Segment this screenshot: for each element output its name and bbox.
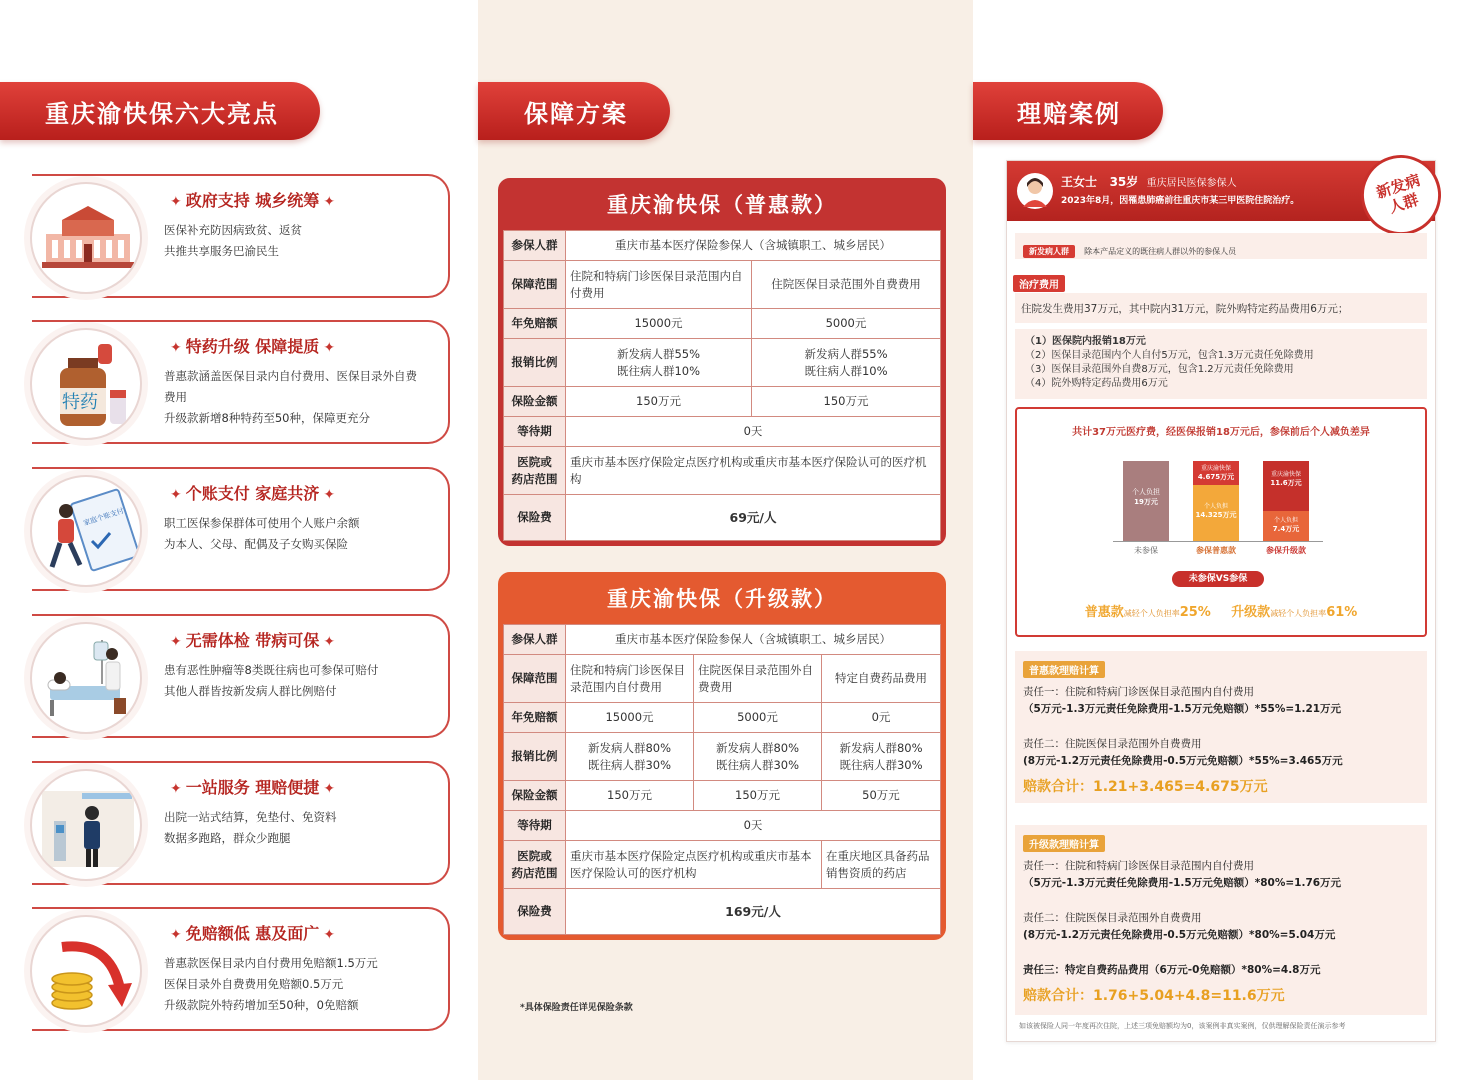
table-row: 保险费 169元/人: [504, 889, 941, 935]
card-title: ✦ 一站服务 理赔便捷 ✦: [170, 778, 336, 797]
vs-badge: 未参保VS参保: [1172, 571, 1264, 587]
claim-case-card: [1006, 160, 1436, 1042]
highlight-card-government: [32, 174, 450, 298]
highlight-card-family-account: [32, 467, 450, 591]
highlight-card-special-drug: [32, 320, 450, 444]
table-row: 保险费 69元/人: [504, 495, 941, 541]
treatment-tag: 治疗费用: [1013, 273, 1065, 292]
doc-label: 家庭个账支付: [82, 506, 125, 528]
treatment-items: （1）医保院内报销18万元 （2）医保目录范围内个人自付5万元，包含1.3万元责任免除费用 （3）医保目录范围外自费8万元，包含1.2万元责任免除费用 （4）院外购特定药品费用6万元: [1015, 329, 1427, 399]
bar-upgrade-personal: 个人负担 7.4万元: [1263, 511, 1309, 541]
card-desc: 出院一站式结算，免垫付、免资料 数据多跑路，群众少跑腿: [164, 810, 337, 845]
card-title: ✦ 特药升级 保障提质 ✦: [170, 337, 336, 356]
bar-basic-personal: 个人负担 14.325万元: [1193, 485, 1239, 541]
card-title: ✦ 政府支持 城乡统筹 ✦: [170, 191, 336, 210]
coins-arrow-icon: [30, 915, 142, 1027]
government-building-icon: [30, 182, 142, 294]
plans-column: [478, 0, 973, 1080]
table-row: 参保人群 重庆市基本医疗保险参保人（含城镇职工、城乡居民）: [504, 625, 941, 655]
bar-label: 未参保: [1134, 546, 1158, 555]
drug-label: 特药: [62, 392, 98, 413]
table-row: 年免赔额 15000元 5000元: [504, 309, 941, 339]
table-row: 等待期 0天: [504, 417, 941, 447]
table-row: 医院或 药店范围 重庆市基本医疗保险定点医疗机构或重庆市基本医疗保险认可的医疗机构 在重庆地区具备药品销售资质的药店: [504, 841, 941, 889]
table-row: 年免赔额 15000元 5000元 0元: [504, 703, 941, 733]
calc-upgrade: 升级款理赔计算 责任一：住院和特病门诊医保目录范围内自付费用 （5万元-1.3万元责任免除费用-1.5万元免赔额）*80%=1.76万元 责任二：住院医保目录范围外自费费用 (8万元-1.2万元责任免除费用-0.5万元免赔额）*80%=5.04万元 责任三：特定自费药品费用（6万元-0免赔额）*80%=4.8万元 赔款合计：1.76+5.04+4.8=11.6万元: [1015, 825, 1427, 1015]
highlight-card-one-stop: [32, 761, 450, 885]
chart-title: 共计37万元医疗费，经医保报销18万元后，参保前后个人减负差异: [1072, 427, 1370, 438]
reduction-notes: 普惠款减轻个人负担率25% 升级款减轻个人负担率61%: [1084, 605, 1358, 620]
plan-basic-title: 重庆渝快保（普惠款）: [607, 193, 837, 217]
chart-baseline: [1113, 541, 1323, 542]
bar-label: 参保升级款: [1266, 546, 1306, 555]
card-title: ✦ 无需体检 带病可保 ✦: [170, 631, 336, 650]
highlight-card-no-checkup: [32, 614, 450, 738]
case-footer: 如该被保险人同一年度再次住院，上述三项免赔额均为0，该案例非真实案例，仅供理解保险责任演示参考: [1019, 1022, 1346, 1030]
table-row: 报销比例 新发病人群80% 既往病人群30% 新发病人群80% 既往病人群30% 新发病人群80% 既往病人群30%: [504, 733, 941, 781]
case-person: 王女士 35岁 重庆居民医保参保人: [1061, 175, 1237, 189]
bar-upgrade-insurer: 重庆渝快保 11.6万元: [1263, 461, 1309, 511]
table-row: 保险金额 150万元 150万元: [504, 387, 941, 417]
card-title: ✦ 个账支付 家庭共济 ✦: [170, 484, 336, 503]
table-row: 等待期 0天: [504, 811, 941, 841]
plan-upgrade-title: 重庆渝快保（升级款）: [607, 587, 837, 611]
table-row: 保险金额 150万元 150万元 50万元: [504, 781, 941, 811]
bar-basic-insurer: 重庆渝快保 4.675万元: [1193, 461, 1239, 485]
table-row: 参保人群 重庆市基本医疗保险参保人（含城镇职工、城乡居民）: [504, 231, 941, 261]
plans-footnote: *具体保险责任详见保险条款: [520, 1003, 633, 1013]
avatar: [1017, 173, 1053, 209]
plans-banner: 保障方案: [478, 82, 670, 140]
plan-basic-panel: [498, 178, 946, 546]
treatment-summary: 住院发生费用37万元，其中院内31万元，院外购特定药品费用6万元；: [1015, 293, 1427, 323]
card-desc: 患有恶性肿瘤等8类既往病也可参保可赔付 其他人群皆按新发病人群比例赔付: [164, 663, 379, 698]
highlights-banner: 重庆渝快保六大亮点: [0, 82, 320, 140]
claims-column: [973, 0, 1465, 1080]
medicine-bottle-icon: [30, 328, 142, 440]
table-row: 报销比例 新发病人群55% 既往病人群10% 新发病人群55% 既往病人群10%: [504, 339, 941, 387]
highlight-card-low-deductible: [32, 907, 450, 1031]
plan-upgrade-panel: [498, 572, 946, 940]
card-title: ✦ 免赔额低 惠及面广 ✦: [170, 924, 336, 943]
newgroup-definition: 新发病人群 除本产品定义的既往病人群以外的参保人员: [1015, 233, 1427, 259]
claims-banner: 理赔案例: [973, 82, 1163, 140]
card-desc: 医保补充防因病致贫、返贫 共推共享服务巴渝民生: [164, 223, 302, 258]
bar-label: 参保普惠款: [1196, 546, 1236, 555]
document-person-icon: [30, 475, 142, 587]
bar-uninsured: 个人负担 19万元: [1123, 461, 1169, 541]
plan-upgrade-table: [503, 624, 941, 935]
highlights-column: [0, 0, 478, 1080]
card-desc: 职工医保参保群体可使用个人账户余额 为本人、父母、配偶及子女购买保险: [164, 516, 360, 551]
card-desc: 普惠款医保目录内自付费用免赔额1.5万元 医保目录外自费费用免赔额0.5万元 升级款院外特药增加至50种，0免赔额: [164, 956, 378, 1012]
case-header: [1007, 161, 1435, 221]
table-row: 医院或 药店范围 重庆市基本医疗保险定点医疗机构或重庆市基本医疗保险认可的医疗机构: [504, 447, 941, 495]
new-patient-ribbon: 新发病人群: [1351, 145, 1452, 246]
comparison-chart: [1015, 407, 1427, 637]
plan-basic-table: [503, 230, 941, 541]
hospital-bed-icon: [30, 622, 142, 734]
case-story: 2023年8月，因罹患肺癌前往重庆市某三甲医院住院治疗。: [1061, 196, 1300, 206]
table-row: 保障范围 住院和特病门诊医保目录范围内自付费用 住院医保目录范围外自费费用 特定自费药品费用: [504, 655, 941, 703]
calc-basic: 普惠款理赔计算 责任一：住院和特病门诊医保目录范围内自付费用 （5万元-1.3万元责任免除费用-1.5万元免赔额）*55%=1.21万元 责任二：住院医保目录范围外自费费用 (8万元-1.2万元责任免除费用-0.5万元免赔额）*55%=3.465万元 赔款合计：1.21+3.465=4.675万元: [1015, 651, 1427, 803]
table-row: 保障范围 住院和特病门诊医保目录范围内自付费用 住院医保目录范围外自费费用: [504, 261, 941, 309]
card-desc: 普惠款涵盖医保目录内自付费用、医保目录外自费 费用 升级款新增8种特药至50种，保障更充分: [164, 369, 417, 425]
service-counter-icon: [30, 769, 142, 881]
